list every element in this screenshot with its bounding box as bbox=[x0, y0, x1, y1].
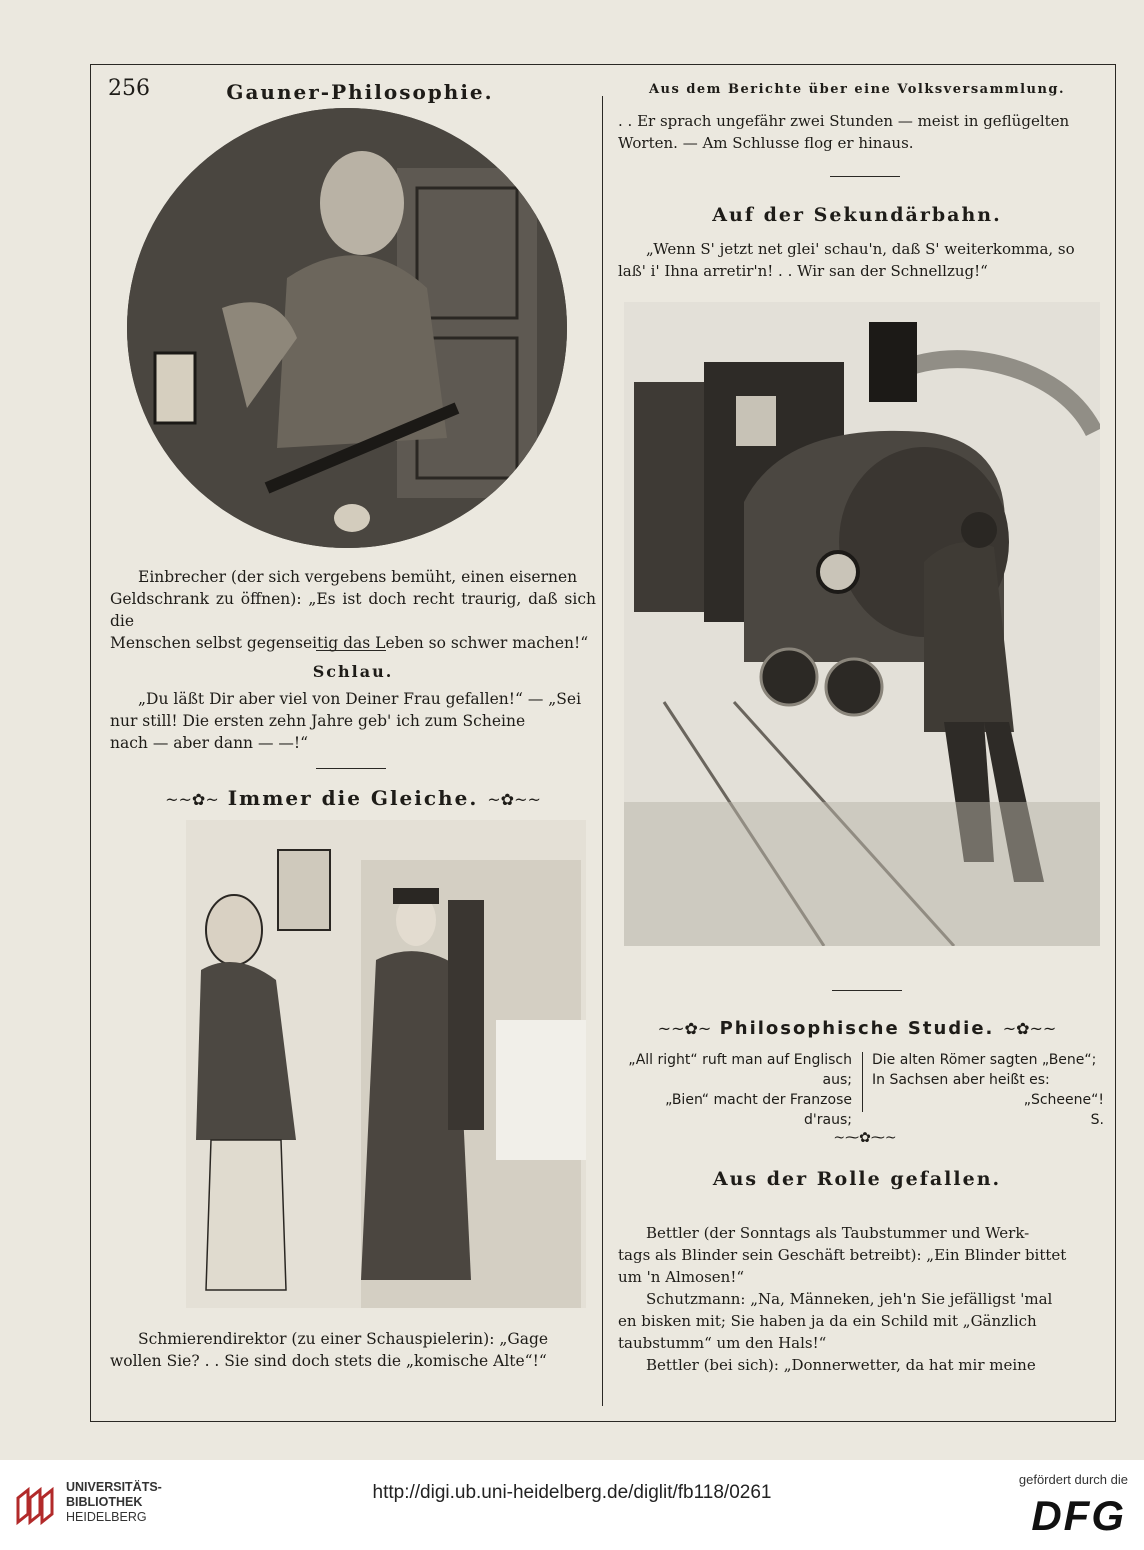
text-line: „Wenn S' jetzt net glei' schau'n, daß S' weiterkomma, so bbox=[646, 240, 1075, 258]
right-page-title: Aus dem Berichte über eine Volksversammlung. bbox=[648, 82, 1066, 97]
text-line: tags als Blinder sein Geschäft betreibt): „Ein Blinder bittet bbox=[618, 1246, 1067, 1264]
signature: S. bbox=[1090, 1112, 1104, 1128]
actress-illustration bbox=[186, 820, 586, 1308]
rolle-title: Aus der Rolle gefallen. bbox=[712, 1168, 1002, 1190]
verse-divider bbox=[862, 1052, 863, 1112]
library-line: HEIDELBERG bbox=[66, 1510, 147, 1524]
burglar-illustration bbox=[127, 108, 567, 548]
text-line: wollen Sie? . . Sie sind doch stets die „komische Alte“!“ bbox=[110, 1352, 547, 1370]
text-line: Worten. — Am Schlusse flog er hinaus. bbox=[618, 134, 914, 152]
schlau-title: Schlau. bbox=[312, 662, 394, 681]
studie-title bbox=[612, 1018, 1102, 1039]
right-ornament-icon: ~✿~~ bbox=[1002, 1019, 1057, 1038]
text-line: Bettler (der Sonntags als Taubstummer und Werk- bbox=[646, 1224, 1030, 1242]
sekundaerbahn-title: Auf der Sekundärbahn. bbox=[712, 204, 1002, 226]
verse-line: „Scheene“! bbox=[1023, 1092, 1104, 1108]
funding-note: gefördert durch die bbox=[1018, 1472, 1128, 1487]
right-ornament-icon: ~✿~~ bbox=[487, 790, 541, 809]
text-line: Bettler (bei sich): „Donnerwetter, da hat mir meine bbox=[646, 1356, 1036, 1374]
text-line: um 'n Almosen!“ bbox=[618, 1268, 745, 1286]
sekundaerbahn-text bbox=[618, 238, 1104, 282]
left-page-title: Gauner-Philosophie. bbox=[226, 80, 494, 104]
studie-title-text: Philosophische Studie. bbox=[719, 1018, 995, 1039]
verse-line: In Sachsen aber heißt es: bbox=[872, 1072, 1050, 1088]
left-ornament-icon: ~~✿~ bbox=[657, 1019, 712, 1038]
divider-rule bbox=[316, 768, 386, 769]
text-line: taubstumm“ um den Hals!“ bbox=[618, 1334, 827, 1352]
text-line: Schmierendirektor (zu einer Schauspielerin): „Gage bbox=[138, 1330, 549, 1348]
text-line: nach — aber dann — —!“ bbox=[110, 734, 309, 752]
immer-title bbox=[110, 786, 596, 810]
immer-title-text: Immer die Gleiche. bbox=[227, 786, 479, 810]
flourish-ornament-icon: ~⁓✿⁓~ bbox=[833, 1130, 897, 1146]
rolle-text bbox=[618, 1222, 1104, 1376]
volksversammlung-text bbox=[618, 110, 1104, 154]
footer-bar bbox=[0, 1460, 1144, 1550]
immer-caption bbox=[110, 1328, 596, 1372]
text-line: laß' i' Ihna arretir'n! . . Wir san der Schnellzug!“ bbox=[618, 262, 988, 280]
column-divider bbox=[602, 96, 603, 1406]
verse-line: aus; bbox=[822, 1072, 852, 1088]
studie-left-verse bbox=[620, 1050, 852, 1130]
einbrecher-caption bbox=[110, 566, 596, 654]
divider-rule bbox=[832, 990, 902, 991]
text-line: Menschen selbst gegenseitig das Leben so schwer machen!“ bbox=[110, 634, 589, 652]
verse-line: „Bien“ macht der Franzose d'raus; bbox=[665, 1092, 852, 1128]
library-line: BIBLIOTHEK bbox=[66, 1495, 143, 1509]
text-line: Einbrecher (der sich vergebens bemüht, einen eisernen bbox=[138, 568, 578, 586]
text-line: en bisken mit; Sie haben ja da ein Schild mit „Gänzlich bbox=[618, 1312, 1037, 1330]
text-line: . . Er sprach ungefähr zwei Stunden — meist in geflügelten bbox=[618, 112, 1070, 130]
divider-rule bbox=[316, 650, 386, 651]
page-number: 256 bbox=[108, 76, 150, 101]
dfg-logo: DFG bbox=[1031, 1492, 1126, 1539]
text-line: Schutzmann: „Na, Männeken, jeh'n Sie jefälligst 'mal bbox=[646, 1290, 1053, 1308]
text-line: nur still! Die ersten zehn Jahre geb' ich zum Scheine bbox=[110, 712, 526, 730]
train-illustration bbox=[624, 302, 1100, 946]
library-line: UNIVERSITÄTS- bbox=[66, 1480, 162, 1494]
verse-line: „All right“ ruft man auf Englisch bbox=[628, 1052, 852, 1068]
divider-rule bbox=[830, 176, 900, 177]
source-url[interactable]: http://digi.ub.uni-heidelberg.de/diglit/fb118/0261 bbox=[372, 1482, 772, 1503]
schlau-text bbox=[110, 688, 596, 754]
studie-right-verse bbox=[872, 1050, 1104, 1130]
verse-line: Die alten Römer sagten „Bene“; bbox=[872, 1052, 1097, 1068]
text-line: Geldschrank zu öffnen): „Es ist doch recht traurig, daß sich die bbox=[110, 590, 596, 630]
text-line: „Du läßt Dir aber viel von Deiner Frau gefallen!“ — „Sei bbox=[138, 690, 582, 708]
left-ornament-icon: ~~✿~ bbox=[165, 790, 219, 809]
